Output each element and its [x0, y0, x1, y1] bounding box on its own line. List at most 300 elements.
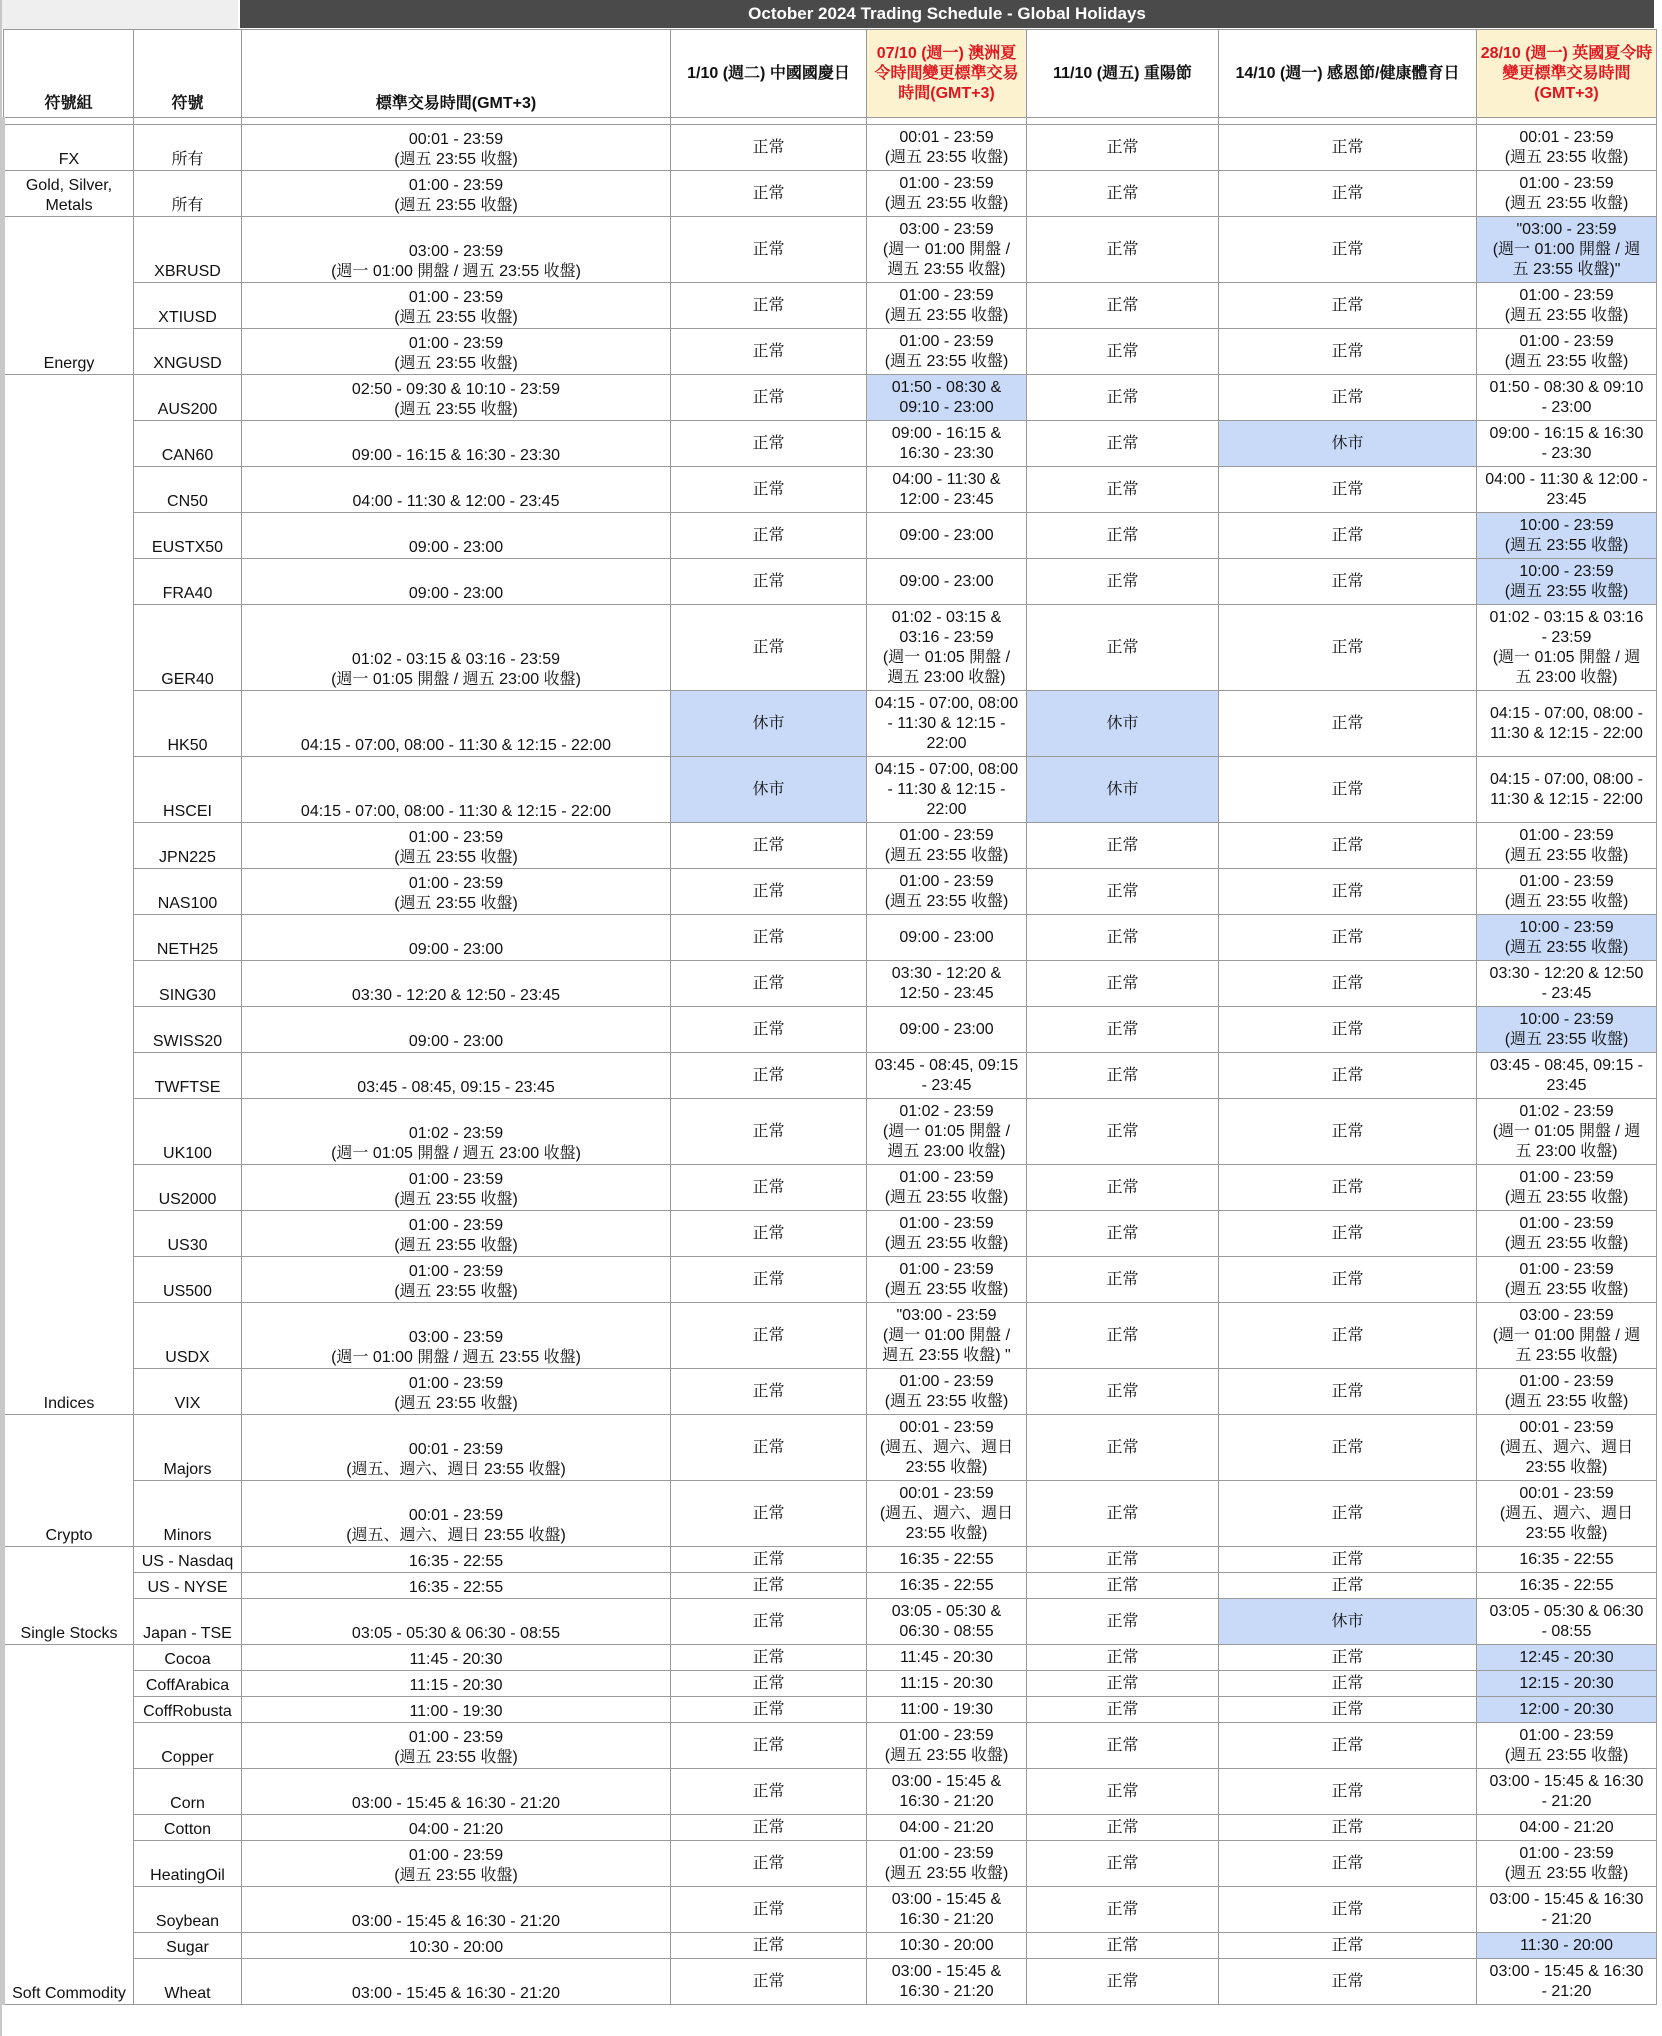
- symbol-cell: UK100: [134, 1099, 242, 1165]
- standard-hours-cell: 01:00 - 23:59 (週五 23:55 收盤): [242, 1723, 671, 1769]
- date-col-3-cell: 正常: [1027, 283, 1219, 329]
- date-col-3-cell: 正常: [1027, 1887, 1219, 1933]
- standard-hours-cell: 09:00 - 23:00: [242, 1007, 671, 1053]
- date-col-1-cell: 正常: [671, 1481, 867, 1547]
- date-col-5-cell: 10:00 - 23:59 (週五 23:55 收盤): [1477, 559, 1657, 605]
- symbol-cell: US - Nasdaq: [134, 1547, 242, 1573]
- date-col-1-cell: 正常: [671, 1257, 867, 1303]
- date-col-2-cell: 09:00 - 23:00: [867, 1007, 1027, 1053]
- date-col-5-cell: 04:15 - 07:00, 08:00 - 11:30 & 12:15 - 22:00: [1477, 691, 1657, 757]
- date-col-5-cell: 01:02 - 23:59 (週一 01:05 開盤 / 週 五 23:00 收盤): [1477, 1099, 1657, 1165]
- date-col-1-cell: 正常: [671, 1599, 867, 1645]
- date-col-1-cell: 正常: [671, 513, 867, 559]
- date-col-4-cell: 正常: [1219, 961, 1477, 1007]
- table-row: [4, 1053, 1657, 1099]
- symbol-group-cell: Energy: [4, 217, 134, 375]
- date-col-5-cell: 01:00 - 23:59 (週五 23:55 收盤): [1477, 1841, 1657, 1887]
- date-col-4-cell: 正常: [1219, 1933, 1477, 1959]
- date-col-5-cell: 01:00 - 23:59 (週五 23:55 收盤): [1477, 329, 1657, 375]
- date-col-1-cell: 正常: [671, 171, 867, 217]
- standard-hours-cell: 09:00 - 23:00: [242, 559, 671, 605]
- standard-hours-cell: 02:50 - 09:30 & 10:10 - 23:59 (週五 23:55 收盤): [242, 375, 671, 421]
- date-col-3-cell: 正常: [1027, 1481, 1219, 1547]
- symbol-cell: USDX: [134, 1303, 242, 1369]
- date-col-2-cell: 16:35 - 22:55: [867, 1573, 1027, 1599]
- date-col-4-cell: 正常: [1219, 1257, 1477, 1303]
- date-col-3-cell: 正常: [1027, 1211, 1219, 1257]
- date-col-5-cell: 04:15 - 07:00, 08:00 - 11:30 & 12:15 - 22:00: [1477, 757, 1657, 823]
- symbol-cell: HSCEI: [134, 757, 242, 823]
- standard-hours-cell: 03:00 - 15:45 & 16:30 - 21:20: [242, 1959, 671, 2005]
- standard-hours-cell: 01:00 - 23:59 (週五 23:55 收盤): [242, 1841, 671, 1887]
- date-col-2-cell: 01:00 - 23:59 (週五 23:55 收盤): [867, 1165, 1027, 1211]
- date-col-1-cell: 正常: [671, 1053, 867, 1099]
- date-col-4-cell: 休市: [1219, 1599, 1477, 1645]
- standard-hours-cell: 03:00 - 15:45 & 16:30 - 21:20: [242, 1769, 671, 1815]
- date-col-3-cell: 正常: [1027, 1959, 1219, 2005]
- table-row: [4, 171, 1657, 217]
- table-row: [4, 1257, 1657, 1303]
- date-col-3-cell: 正常: [1027, 1099, 1219, 1165]
- date-col-3-cell: 正常: [1027, 421, 1219, 467]
- date-col-3-cell: 休市: [1027, 757, 1219, 823]
- table-row: [4, 1887, 1657, 1933]
- date-col-3-cell: 正常: [1027, 1053, 1219, 1099]
- date-col-5-cell: 12:00 - 20:30: [1477, 1697, 1657, 1723]
- table-row: [4, 217, 1657, 283]
- date-col-3-cell: 正常: [1027, 1671, 1219, 1697]
- date-col-1-cell: 正常: [671, 1959, 867, 2005]
- date-col-2-cell: 01:02 - 03:15 & 03:16 - 23:59 (週一 01:05 開盤 / 週五 23:00 收盤): [867, 605, 1027, 691]
- date-col-1-cell: 正常: [671, 1099, 867, 1165]
- date-col-2-cell: 09:00 - 23:00: [867, 513, 1027, 559]
- table-row: [4, 823, 1657, 869]
- standard-hours-cell: 01:00 - 23:59 (週五 23:55 收盤): [242, 329, 671, 375]
- symbol-group-cell: Gold, Silver, Metals: [4, 171, 134, 217]
- date-col-1-cell: 正常: [671, 1303, 867, 1369]
- date-col-4-cell: 正常: [1219, 1547, 1477, 1573]
- table-row: [4, 1547, 1657, 1573]
- date-col-4-cell: 休市: [1219, 421, 1477, 467]
- date-col-2-cell: 01:50 - 08:30 & 09:10 - 23:00: [867, 375, 1027, 421]
- table-row: [4, 1369, 1657, 1415]
- table-row: [4, 375, 1657, 421]
- date-col-4-cell: 正常: [1219, 1211, 1477, 1257]
- date-col-4-cell: 正常: [1219, 375, 1477, 421]
- symbol-cell: Wheat: [134, 1959, 242, 2005]
- date-col-1-cell: 正常: [671, 1697, 867, 1723]
- table-row: [4, 1671, 1657, 1697]
- date-col-4-cell: 正常: [1219, 559, 1477, 605]
- date-col-2-cell: 04:15 - 07:00, 08:00 - 11:30 & 12:15 - 22:00: [867, 691, 1027, 757]
- date-col-4-cell: 正常: [1219, 869, 1477, 915]
- date-col-1-cell: 正常: [671, 1841, 867, 1887]
- table-row: [4, 283, 1657, 329]
- date-col-1-cell: 正常: [671, 1415, 867, 1481]
- header-date-col-5: 28/10 (週一) 英國夏令時變更標準交易時間(GMT+3): [1477, 30, 1657, 118]
- date-col-1-cell: 正常: [671, 1887, 867, 1933]
- date-col-3-cell: 正常: [1027, 375, 1219, 421]
- date-col-2-cell: 00:01 - 23:59 (週五、週六、週日 23:55 收盤): [867, 1415, 1027, 1481]
- date-col-1-cell: 正常: [671, 915, 867, 961]
- standard-hours-cell: 01:02 - 23:59 (週一 01:05 開盤 / 週五 23:00 收盤): [242, 1099, 671, 1165]
- date-col-4-cell: 正常: [1219, 217, 1477, 283]
- date-col-3-cell: 正常: [1027, 1165, 1219, 1211]
- date-col-1-cell: 正常: [671, 1165, 867, 1211]
- symbol-cell: 所有: [134, 171, 242, 217]
- date-col-2-cell: 09:00 - 16:15 & 16:30 - 23:30: [867, 421, 1027, 467]
- header-date-col-2: 07/10 (週一) 澳洲夏令時間變更標準交易時間(GMT+3): [867, 30, 1027, 118]
- symbol-cell: Cotton: [134, 1815, 242, 1841]
- date-col-5-cell: 03:45 - 08:45, 09:15 - 23:45: [1477, 1053, 1657, 1099]
- date-col-2-cell: 11:00 - 19:30: [867, 1697, 1027, 1723]
- date-col-5-cell: 03:30 - 12:20 & 12:50 - 23:45: [1477, 961, 1657, 1007]
- standard-hours-cell: 01:00 - 23:59 (週五 23:55 收盤): [242, 1369, 671, 1415]
- table-row: [4, 467, 1657, 513]
- date-col-3-cell: 正常: [1027, 1723, 1219, 1769]
- date-col-1-cell: 正常: [671, 869, 867, 915]
- date-col-4-cell: 正常: [1219, 1769, 1477, 1815]
- header-symbol-group: 符號組: [4, 30, 134, 118]
- date-col-5-cell: 11:30 - 20:00: [1477, 1933, 1657, 1959]
- symbol-cell: HeatingOil: [134, 1841, 242, 1887]
- date-col-1-cell: 正常: [671, 1933, 867, 1959]
- date-col-4-cell: 正常: [1219, 823, 1477, 869]
- date-col-3-cell: 正常: [1027, 467, 1219, 513]
- table-row: [4, 915, 1657, 961]
- symbol-cell: NAS100: [134, 869, 242, 915]
- standard-hours-cell: 16:35 - 22:55: [242, 1573, 671, 1599]
- date-col-4-cell: 正常: [1219, 1887, 1477, 1933]
- symbol-cell: US2000: [134, 1165, 242, 1211]
- symbol-group-cell: Soft Commodity: [4, 1645, 134, 2005]
- date-col-1-cell: 正常: [671, 467, 867, 513]
- date-col-5-cell: 03:00 - 15:45 & 16:30 - 21:20: [1477, 1769, 1657, 1815]
- date-col-2-cell: 09:00 - 23:00: [867, 915, 1027, 961]
- date-col-5-cell: 16:35 - 22:55: [1477, 1547, 1657, 1573]
- symbol-cell: 所有: [134, 125, 242, 171]
- date-col-5-cell: 09:00 - 16:15 & 16:30 - 23:30: [1477, 421, 1657, 467]
- date-col-2-cell: 03:00 - 23:59 (週一 01:00 開盤 / 週五 23:55 收盤): [867, 217, 1027, 283]
- date-col-5-cell: 04:00 - 21:20: [1477, 1815, 1657, 1841]
- date-col-1-cell: 正常: [671, 1723, 867, 1769]
- date-col-4-cell: 正常: [1219, 1671, 1477, 1697]
- table-row: [4, 1573, 1657, 1599]
- date-col-5-cell: 01:00 - 23:59 (週五 23:55 收盤): [1477, 1257, 1657, 1303]
- table-row: [4, 869, 1657, 915]
- date-col-4-cell: 正常: [1219, 513, 1477, 559]
- date-col-3-cell: 正常: [1027, 1769, 1219, 1815]
- title-gutter: [2, 0, 238, 29]
- standard-hours-cell: 16:35 - 22:55: [242, 1547, 671, 1573]
- date-col-5-cell: 01:00 - 23:59 (週五 23:55 收盤): [1477, 869, 1657, 915]
- standard-hours-cell: 01:00 - 23:59 (週五 23:55 收盤): [242, 1211, 671, 1257]
- symbol-group-cell: Crypto: [4, 1415, 134, 1547]
- date-col-3-cell: 正常: [1027, 513, 1219, 559]
- date-col-1-cell: 正常: [671, 961, 867, 1007]
- date-col-4-cell: 正常: [1219, 1053, 1477, 1099]
- date-col-3-cell: 正常: [1027, 1841, 1219, 1887]
- date-col-5-cell: 01:00 - 23:59 (週五 23:55 收盤): [1477, 1369, 1657, 1415]
- symbol-cell: AUS200: [134, 375, 242, 421]
- standard-hours-cell: 00:01 - 23:59 (週五、週六、週日 23:55 收盤): [242, 1415, 671, 1481]
- date-col-3-cell: 正常: [1027, 1815, 1219, 1841]
- date-col-5-cell: 03:00 - 23:59 (週一 01:00 開盤 / 週 五 23:55 收盤): [1477, 1303, 1657, 1369]
- standard-hours-cell: 01:00 - 23:59 (週五 23:55 收盤): [242, 283, 671, 329]
- date-col-2-cell: 01:00 - 23:59 (週五 23:55 收盤): [867, 171, 1027, 217]
- table-row: [4, 1815, 1657, 1841]
- symbol-cell: CoffArabica: [134, 1671, 242, 1697]
- table-row: [4, 1165, 1657, 1211]
- standard-hours-cell: 04:15 - 07:00, 08:00 - 11:30 & 12:15 - 22:00: [242, 757, 671, 823]
- date-col-4-cell: 正常: [1219, 1481, 1477, 1547]
- date-col-2-cell: 01:00 - 23:59 (週五 23:55 收盤): [867, 1257, 1027, 1303]
- symbol-cell: JPN225: [134, 823, 242, 869]
- date-col-2-cell: 04:15 - 07:00, 08:00 - 11:30 & 12:15 - 22:00: [867, 757, 1027, 823]
- date-col-3-cell: 正常: [1027, 1007, 1219, 1053]
- header-spacer: [4, 118, 1657, 125]
- standard-hours-cell: 00:01 - 23:59 (週五、週六、週日 23:55 收盤): [242, 1481, 671, 1547]
- date-col-5-cell: 03:00 - 15:45 & 16:30 - 21:20: [1477, 1887, 1657, 1933]
- date-col-5-cell: 10:00 - 23:59 (週五 23:55 收盤): [1477, 1007, 1657, 1053]
- date-col-3-cell: 正常: [1027, 125, 1219, 171]
- standard-hours-cell: 10:30 - 20:00: [242, 1933, 671, 1959]
- date-col-3-cell: 正常: [1027, 1303, 1219, 1369]
- date-col-3-cell: 正常: [1027, 1257, 1219, 1303]
- table-row: [4, 1645, 1657, 1671]
- date-col-4-cell: 正常: [1219, 1415, 1477, 1481]
- symbol-cell: XTIUSD: [134, 283, 242, 329]
- page-title: October 2024 Trading Schedule - Global Holidays: [240, 0, 1654, 28]
- date-col-1-cell: 正常: [671, 1769, 867, 1815]
- date-col-4-cell: 正常: [1219, 171, 1477, 217]
- date-col-3-cell: 正常: [1027, 869, 1219, 915]
- table-row: [4, 1099, 1657, 1165]
- date-col-5-cell: "03:00 - 23:59 (週一 01:00 開盤 / 週 五 23:55 收盤)": [1477, 217, 1657, 283]
- date-col-5-cell: 01:00 - 23:59 (週五 23:55 收盤): [1477, 283, 1657, 329]
- standard-hours-cell: 09:00 - 23:00: [242, 513, 671, 559]
- symbol-cell: CoffRobusta: [134, 1697, 242, 1723]
- symbol-cell: Japan - TSE: [134, 1599, 242, 1645]
- date-col-4-cell: 正常: [1219, 1697, 1477, 1723]
- header-symbol: 符號: [134, 30, 242, 118]
- date-col-2-cell: "03:00 - 23:59 (週一 01:00 開盤 / 週五 23:55 收盤) ": [867, 1303, 1027, 1369]
- date-col-4-cell: 正常: [1219, 1099, 1477, 1165]
- date-col-1-cell: 正常: [671, 605, 867, 691]
- date-col-4-cell: 正常: [1219, 757, 1477, 823]
- date-col-1-cell: 正常: [671, 559, 867, 605]
- date-col-3-cell: 正常: [1027, 1599, 1219, 1645]
- date-col-2-cell: 03:00 - 15:45 & 16:30 - 21:20: [867, 1769, 1027, 1815]
- symbol-cell: EUSTX50: [134, 513, 242, 559]
- table-row: [4, 1769, 1657, 1815]
- standard-hours-cell: 01:00 - 23:59 (週五 23:55 收盤): [242, 823, 671, 869]
- standard-hours-cell: 03:00 - 15:45 & 16:30 - 21:20: [242, 1887, 671, 1933]
- date-col-1-cell: 正常: [671, 1645, 867, 1671]
- standard-hours-cell: 11:15 - 20:30: [242, 1671, 671, 1697]
- table-row: [4, 421, 1657, 467]
- table-row: [4, 1481, 1657, 1547]
- table-row: [4, 691, 1657, 757]
- date-col-1-cell: 正常: [671, 217, 867, 283]
- symbol-cell: CAN60: [134, 421, 242, 467]
- date-col-1-cell: 正常: [671, 283, 867, 329]
- standard-hours-cell: 03:00 - 23:59 (週一 01:00 開盤 / 週五 23:55 收盤): [242, 1303, 671, 1369]
- symbol-cell: Copper: [134, 1723, 242, 1769]
- date-col-4-cell: 正常: [1219, 1959, 1477, 2005]
- header-row: [4, 30, 1657, 118]
- standard-hours-cell: 04:15 - 07:00, 08:00 - 11:30 & 12:15 - 22:00: [242, 691, 671, 757]
- standard-hours-cell: 01:00 - 23:59 (週五 23:55 收盤): [242, 1165, 671, 1211]
- date-col-5-cell: 01:00 - 23:59 (週五 23:55 收盤): [1477, 1165, 1657, 1211]
- date-col-4-cell: 正常: [1219, 1369, 1477, 1415]
- symbol-group-cell: Indices: [4, 375, 134, 1415]
- table-row: [4, 559, 1657, 605]
- symbol-cell: Minors: [134, 1481, 242, 1547]
- date-col-1-cell: 休市: [671, 691, 867, 757]
- date-col-1-cell: 正常: [671, 1547, 867, 1573]
- date-col-4-cell: 正常: [1219, 1723, 1477, 1769]
- table-row: [4, 1415, 1657, 1481]
- date-col-5-cell: 00:01 - 23:59 (週五、週六、週日 23:55 收盤): [1477, 1481, 1657, 1547]
- date-col-1-cell: 正常: [671, 125, 867, 171]
- table-row: [4, 1697, 1657, 1723]
- symbol-cell: Soybean: [134, 1887, 242, 1933]
- standard-hours-cell: 11:00 - 19:30: [242, 1697, 671, 1723]
- date-col-4-cell: 正常: [1219, 1303, 1477, 1369]
- date-col-1-cell: 正常: [671, 1815, 867, 1841]
- symbol-cell: Corn: [134, 1769, 242, 1815]
- table-row: [4, 1959, 1657, 2005]
- date-col-4-cell: 正常: [1219, 1165, 1477, 1211]
- date-col-4-cell: 正常: [1219, 467, 1477, 513]
- date-col-5-cell: 01:00 - 23:59 (週五 23:55 收盤): [1477, 1723, 1657, 1769]
- table-row: [4, 1723, 1657, 1769]
- date-col-2-cell: 01:00 - 23:59 (週五 23:55 收盤): [867, 869, 1027, 915]
- table-row: [4, 1933, 1657, 1959]
- date-col-2-cell: 10:30 - 20:00: [867, 1933, 1027, 1959]
- date-col-5-cell: 12:15 - 20:30: [1477, 1671, 1657, 1697]
- standard-hours-cell: 01:02 - 03:15 & 03:16 - 23:59 (週一 01:05 開盤 / 週五 23:00 收盤): [242, 605, 671, 691]
- symbol-cell: XBRUSD: [134, 217, 242, 283]
- date-col-2-cell: 09:00 - 23:00: [867, 559, 1027, 605]
- date-col-5-cell: 01:00 - 23:59 (週五 23:55 收盤): [1477, 823, 1657, 869]
- symbol-cell: TWFTSE: [134, 1053, 242, 1099]
- date-col-5-cell: 10:00 - 23:59 (週五 23:55 收盤): [1477, 915, 1657, 961]
- standard-hours-cell: 01:00 - 23:59 (週五 23:55 收盤): [242, 869, 671, 915]
- header-standard-hours: 標準交易時間(GMT+3): [242, 30, 671, 118]
- date-col-5-cell: 03:05 - 05:30 & 06:30 - 08:55: [1477, 1599, 1657, 1645]
- date-col-5-cell: 01:00 - 23:59 (週五 23:55 收盤): [1477, 1211, 1657, 1257]
- table-row: [4, 329, 1657, 375]
- date-col-5-cell: 03:00 - 15:45 & 16:30 - 21:20: [1477, 1959, 1657, 2005]
- date-col-2-cell: 03:45 - 08:45, 09:15 - 23:45: [867, 1053, 1027, 1099]
- date-col-2-cell: 01:00 - 23:59 (週五 23:55 收盤): [867, 1369, 1027, 1415]
- date-col-1-cell: 正常: [671, 1573, 867, 1599]
- date-col-2-cell: 03:30 - 12:20 & 12:50 - 23:45: [867, 961, 1027, 1007]
- date-col-3-cell: 正常: [1027, 1573, 1219, 1599]
- date-col-4-cell: 正常: [1219, 605, 1477, 691]
- date-col-5-cell: 12:45 - 20:30: [1477, 1645, 1657, 1671]
- standard-hours-cell: 01:00 - 23:59 (週五 23:55 收盤): [242, 1257, 671, 1303]
- date-col-4-cell: 正常: [1219, 329, 1477, 375]
- symbol-group-cell: Single Stocks: [4, 1547, 134, 1645]
- date-col-3-cell: 正常: [1027, 1369, 1219, 1415]
- date-col-3-cell: 正常: [1027, 823, 1219, 869]
- standard-hours-cell: 04:00 - 11:30 & 12:00 - 23:45: [242, 467, 671, 513]
- date-col-4-cell: 正常: [1219, 125, 1477, 171]
- symbol-cell: Cocoa: [134, 1645, 242, 1671]
- date-col-3-cell: 正常: [1027, 1547, 1219, 1573]
- symbol-cell: SING30: [134, 961, 242, 1007]
- standard-hours-cell: 03:05 - 05:30 & 06:30 - 08:55: [242, 1599, 671, 1645]
- date-col-3-cell: 正常: [1027, 961, 1219, 1007]
- standard-hours-cell: 03:00 - 23:59 (週一 01:00 開盤 / 週五 23:55 收盤): [242, 217, 671, 283]
- date-col-3-cell: 正常: [1027, 1645, 1219, 1671]
- table-row: [4, 125, 1657, 171]
- table-row: [4, 1211, 1657, 1257]
- date-col-2-cell: 16:35 - 22:55: [867, 1547, 1027, 1573]
- table-row: [4, 1303, 1657, 1369]
- date-col-2-cell: 11:45 - 20:30: [867, 1645, 1027, 1671]
- date-col-2-cell: 01:00 - 23:59 (週五 23:55 收盤): [867, 1723, 1027, 1769]
- table-row: [4, 961, 1657, 1007]
- symbol-cell: US30: [134, 1211, 242, 1257]
- date-col-3-cell: 正常: [1027, 559, 1219, 605]
- date-col-1-cell: 正常: [671, 1671, 867, 1697]
- date-col-3-cell: 正常: [1027, 217, 1219, 283]
- standard-hours-cell: 04:00 - 21:20: [242, 1815, 671, 1841]
- date-col-4-cell: 正常: [1219, 1841, 1477, 1887]
- date-col-1-cell: 正常: [671, 329, 867, 375]
- date-col-1-cell: 正常: [671, 421, 867, 467]
- date-col-4-cell: 正常: [1219, 283, 1477, 329]
- date-col-1-cell: 正常: [671, 1369, 867, 1415]
- date-col-2-cell: 01:00 - 23:59 (週五 23:55 收盤): [867, 329, 1027, 375]
- date-col-1-cell: 休市: [671, 757, 867, 823]
- date-col-2-cell: 11:15 - 20:30: [867, 1671, 1027, 1697]
- symbol-cell: CN50: [134, 467, 242, 513]
- date-col-2-cell: 03:00 - 15:45 & 16:30 - 21:20: [867, 1959, 1027, 2005]
- table-row: [4, 513, 1657, 559]
- date-col-4-cell: 正常: [1219, 691, 1477, 757]
- date-col-2-cell: 00:01 - 23:59 (週五 23:55 收盤): [867, 125, 1027, 171]
- date-col-3-cell: 正常: [1027, 1933, 1219, 1959]
- symbol-cell: XNGUSD: [134, 329, 242, 375]
- symbol-cell: HK50: [134, 691, 242, 757]
- date-col-2-cell: 03:00 - 15:45 & 16:30 - 21:20: [867, 1887, 1027, 1933]
- date-col-5-cell: 00:01 - 23:59 (週五、週六、週日 23:55 收盤): [1477, 1415, 1657, 1481]
- header-date-col-4: 14/10 (週一) 感恩節/健康體育日: [1219, 30, 1477, 118]
- symbol-group-cell: FX: [4, 125, 134, 171]
- symbol-cell: NETH25: [134, 915, 242, 961]
- date-col-4-cell: 正常: [1219, 915, 1477, 961]
- symbol-cell: GER40: [134, 605, 242, 691]
- date-col-2-cell: 01:00 - 23:59 (週五 23:55 收盤): [867, 1211, 1027, 1257]
- date-col-5-cell: 04:00 - 11:30 & 12:00 - 23:45: [1477, 467, 1657, 513]
- date-col-1-cell: 正常: [671, 1211, 867, 1257]
- date-col-2-cell: 00:01 - 23:59 (週五、週六、週日 23:55 收盤): [867, 1481, 1027, 1547]
- date-col-2-cell: 03:05 - 05:30 & 06:30 - 08:55: [867, 1599, 1027, 1645]
- symbol-cell: US - NYSE: [134, 1573, 242, 1599]
- date-col-5-cell: 01:00 - 23:59 (週五 23:55 收盤): [1477, 171, 1657, 217]
- symbol-cell: FRA40: [134, 559, 242, 605]
- date-col-4-cell: 正常: [1219, 1645, 1477, 1671]
- date-col-1-cell: 正常: [671, 823, 867, 869]
- symbol-cell: Sugar: [134, 1933, 242, 1959]
- header-date-col-3: 11/10 (週五) 重陽節: [1027, 30, 1219, 118]
- date-col-2-cell: 01:02 - 23:59 (週一 01:05 開盤 / 週五 23:00 收盤): [867, 1099, 1027, 1165]
